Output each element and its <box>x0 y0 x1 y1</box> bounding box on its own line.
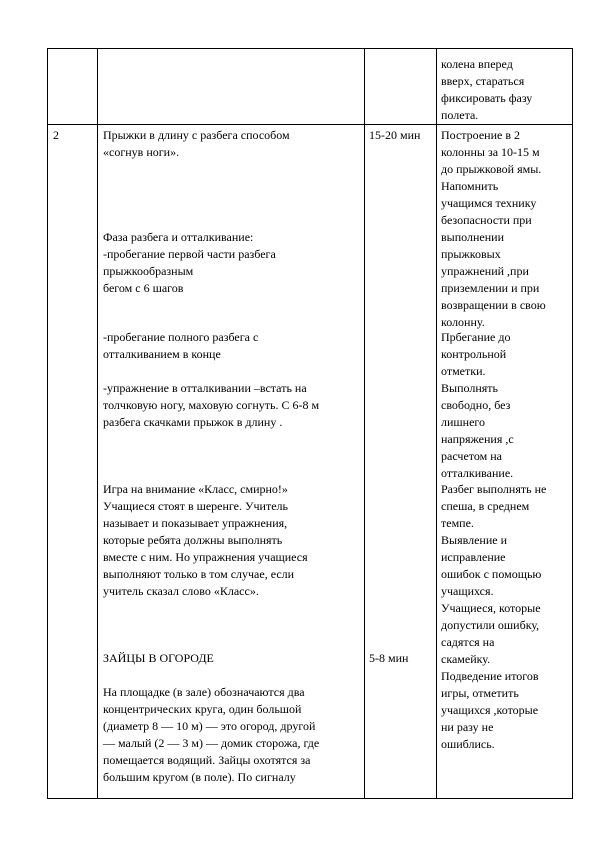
run-phase-text: Фаза разбега и отталкивание: -пробегание первой части разбега прыжкообразным бегом с 6 шагов <box>103 230 276 295</box>
column-divider-3 <box>436 48 437 799</box>
table-border-left <box>47 48 48 799</box>
takeoff-exercise-text: -упражнение в отталкивании –встать на толчковую ногу, маховую согнуть. С 6-8 м разбега скачками прыжок в длину . <box>103 381 320 429</box>
table-border-bottom <box>47 798 573 799</box>
exercise-title: Прыжки в длину с разбега способом «согнув ноги». <box>103 128 290 159</box>
hares-game-text: На площадке (в зале) обозначаются два концентрических круга, один большой (диаметр 8 — 10 м) — это огород, другой — малый (2 — 3 м) — домик сторожа, где помещается водящий. Зайцы охотятся за большим кругом (в поле). По сигналу <box>103 685 320 784</box>
duration-jumps: 15-20 мин <box>369 128 421 142</box>
notes-run-tempo: Разбег выполнять не спеша, в среднем темпе. Выявление и исправление ошибок с помощью учащихся. <box>441 482 547 598</box>
column-divider-1 <box>97 48 98 799</box>
hares-game-title: ЗАЙЦЫ В ОГОРОДЕ <box>103 651 214 665</box>
table-border-right <box>572 48 573 799</box>
attention-game-text: Игра на внимание «Класс, смирно!» Учащиеся стоят в шеренге. Учитель называет и показывает упражнения, которые ребята должны выполнять вместе с ним. Но упражнения учащиеся выполняют только в том случае, если учитель сказал слово «Класс». <box>103 482 308 598</box>
notes-control-mark: Прбегание до контрольной отметки. <box>441 330 511 378</box>
row-divider <box>47 124 573 125</box>
row1-notes: колена вперед вверх, стараться фиксировать фазу полета. <box>441 57 533 122</box>
table-border-top <box>47 48 573 49</box>
notes-free-execution: Выполнять свободно, без лишнего напряжения ,с расчетом на отталкивание. <box>441 381 514 480</box>
row-number: 2 <box>53 128 59 142</box>
notes-game-results: Учащиеся, которые допустили ошибку, садятся на скамейку. Подведение итогов игры, отметить учащихся ,которые ни разу не ошиблись. <box>441 601 541 751</box>
full-run-text: -пробегание полного разбега с отталкиванием в конце <box>103 330 259 361</box>
duration-game: 5-8 мин <box>369 651 409 665</box>
notes-formation: Построение в 2 колонны за 10-15 м до прыжковой ямы. Напомнить учащимся технику безопасности при выполнении прыжковых упражнений ,при приземлении и при возвращении в свою колонну. <box>441 128 546 329</box>
column-divider-2 <box>364 48 365 799</box>
